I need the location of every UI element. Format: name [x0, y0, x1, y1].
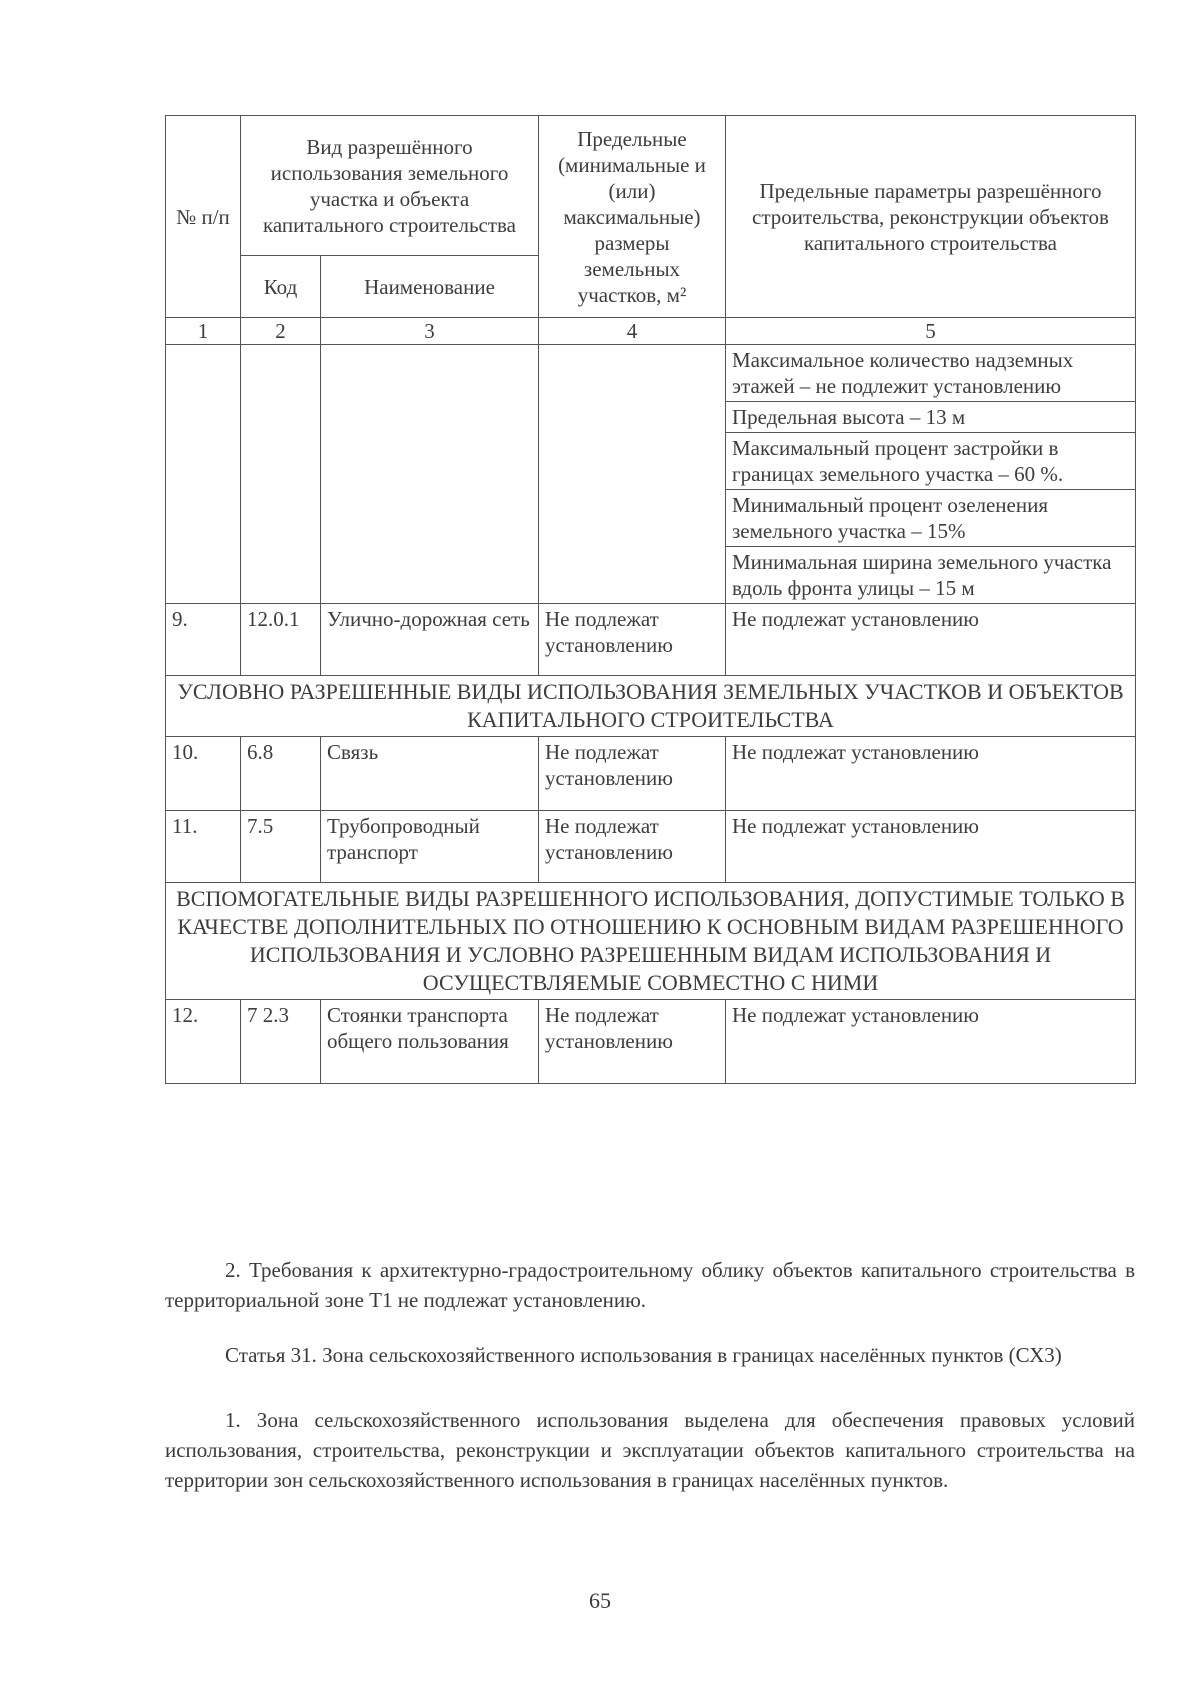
column-number-1: 1: [166, 318, 241, 345]
row-size: Не подлежат установлению: [539, 1000, 726, 1084]
row-name: Улично-дорожная сеть: [321, 604, 539, 676]
header-plot-sizes: Предельные (минимальные и (или) максимальные) размеры земельных участков, м²: [539, 116, 726, 318]
article-heading: Статья 31. Зона сельскохозяйственного использования в границах населённых пунктов (СХ3): [225, 1343, 1062, 1367]
row-params: Не подлежат установлению: [726, 811, 1136, 883]
row-name: Связь: [321, 737, 539, 811]
paragraph-requirements: 2. Требования к архитектурно-градостроительному облику объектов капитального строительства в территориальной зоне Т1 не подлежат установлению.: [165, 1258, 1135, 1312]
row-size: Не подлежат установлению: [539, 811, 726, 883]
row-code: 7 2.3: [241, 1000, 321, 1084]
row-number: 10.: [166, 737, 241, 811]
param-build-percent: Максимальный процент застройки в границах земельного участка – 60 %.: [726, 433, 1135, 490]
row-params: Не подлежат установлению: [726, 1000, 1136, 1084]
column-number-2: 2: [241, 318, 321, 345]
section-heading-conditional: УСЛОВНО РАЗРЕШЕННЫЕ ВИДЫ ИСПОЛЬЗОВАНИЯ ЗЕМЕЛЬНЫХ УЧАСТКОВ И ОБЪЕКТОВ КАПИТАЛЬНОГО СТРОИТЕЛЬСТВА: [166, 676, 1136, 737]
header-use-type: Вид разрешённого использования земельного участка и объекта капитального строительства: [241, 116, 539, 256]
column-number-3: 3: [321, 318, 539, 345]
param-height: Предельная высота – 13 м: [726, 402, 1135, 433]
section-heading-auxiliary: ВСПОМОГАТЕЛЬНЫЕ ВИДЫ РАЗРЕШЕННОГО ИСПОЛЬЗОВАНИЯ, ДОПУСТИМЫЕ ТОЛЬКО В КАЧЕСТВЕ ДОПОЛНИТЕЛЬНЫХ ПО ОТНОШЕНИЮ К ОСНОВНЫМ ВИДАМ РАЗРЕШЕННОГО ИСПОЛЬЗОВАНИЯ И УСЛОВНО РАЗРЕШЕННЫМ ВИДАМ ИСПОЛЬЗОВАНИЯ И ОСУЩЕСТВЛЯЕМЫЕ СОВМЕСТНО С НИМИ: [166, 883, 1136, 1000]
row-params: Не подлежат установлению: [726, 737, 1136, 811]
row-name: Стоянки транспорта общего пользования: [321, 1000, 539, 1084]
table-row-continued: [166, 345, 1136, 604]
table-row: [166, 604, 1136, 676]
header-parameters: Предельные параметры разрешённого строительства, реконструкции объектов капитального строительства: [726, 116, 1136, 318]
param-green-percent: Минимальный процент озеленения земельного участка – 15%: [726, 490, 1135, 547]
row-code: 6.8: [241, 737, 321, 811]
table-row: [166, 811, 1136, 883]
param-plot-width: Минимальная ширина земельного участка вдоль фронта улицы – 15 м: [732, 550, 1112, 600]
column-number-5: 5: [726, 318, 1136, 345]
row-size: Не подлежат установлению: [539, 737, 726, 811]
header-name: Наименование: [321, 256, 539, 318]
row-number: 11.: [166, 811, 241, 883]
table-row: [166, 1000, 1136, 1084]
column-number-4: 4: [539, 318, 726, 345]
row-number: 12.: [166, 1000, 241, 1084]
paragraph-zone-description: 1. Зона сельскохозяйственного использования выделена для обеспечения правовых условий использования, строительства, реконструкции и эксплуатации объектов капитального строительства на территории зон сельскохозяйственного использования в границах населённых пунктов.: [165, 1408, 1135, 1492]
param-floors: Максимальное количество надземных этажей – не подлежит установлению: [726, 345, 1135, 402]
header-number: № п/п: [166, 116, 241, 318]
row-name: Трубопроводный транспорт: [321, 811, 539, 883]
row-code: 12.0.1: [241, 604, 321, 676]
row-code: 7.5: [241, 811, 321, 883]
page-number: 65: [589, 1588, 611, 1613]
land-use-table: [165, 115, 1136, 1084]
header-code: Код: [241, 256, 321, 318]
table-row: [166, 737, 1136, 811]
row-number: 9.: [166, 604, 241, 676]
parameter-list: [726, 345, 1136, 604]
row-params: Не подлежат установлению: [726, 604, 1136, 676]
row-size: Не подлежат установлению: [539, 604, 726, 676]
